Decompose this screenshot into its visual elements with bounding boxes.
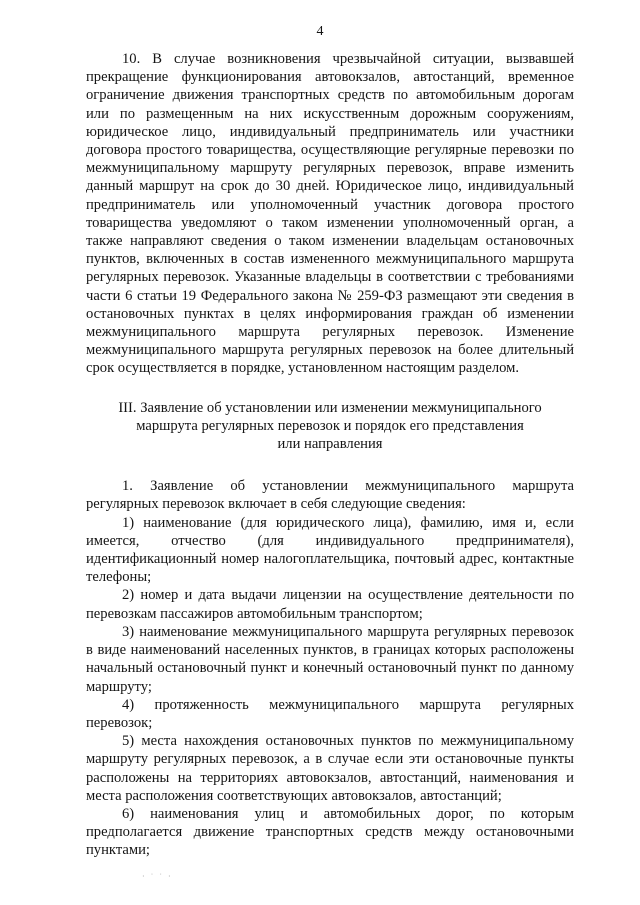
paragraph-10: 10. В случае возникновения чрезвычайной ситуации, вызвавшей прекращение функционирования автовокзалов, автостанций, временное ограничение движения транспортных средств по автомобильным дорогам или по размещенным на них искусственным дорожным сооружениям, юридическое лицо, индивидуальный предприниматель или участники договора простого товарищества, осуществляющие регулярные перевозки по межмуниципальному маршруту регулярных перевозок, вправе изменить данный маршрут на срок до 30 дней. Юридическое лицо, индивидуальный предприниматель или уполномоченный участник договора простого товарищества уведомляют о таком изменении уполномоченный орган, а также направляют сведения о таком изменении владельцам остановочных пунктов, включенных в состав измененного межмуниципального маршрута регулярных перевозок. Указанные владельцы в соответствии с требованиями части 6 статьи 19 Федерального закона № 259-ФЗ размещают эти сведения в остановочных пунктах в целях информирования граждан об изменении межмуниципального маршрута регулярных перевозок. Изменение межмуниципального маршрута регулярных перевозок на более длительный срок осуществляется в порядке, установленном настоящим разделом. — [86, 51, 574, 377]
list-item-2: 2) номер и дата выдачи лицензии на осуществление деятельности по перевозкам пассажиров автомобильным транспортом; — [86, 587, 574, 622]
item-1-intro: 1. Заявление об установлении межмуниципального маршрута регулярных перевозок включает в себя следующие сведения: — [86, 478, 574, 513]
list-item-6: 6) наименования улиц и автомобильных дорог, по которым предполагается движение транспортных средств между остановочными пунктами; — [86, 805, 574, 859]
list-item-5: 5) места нахождения остановочных пунктов по межмуниципальному маршруту регулярных перевозок, а в случае если эти остановочные пункты расположены на территориях автовокзалов, автостанций, наименования и места расположения соответствующих автовокзалов, автостанций; — [86, 733, 574, 804]
list-item-3: 3) наименование межмуниципального маршрута регулярных перевозок в виде наименований населенных пунктов, в границах которых расположены начальный остановочный пункт и конечный остановочный пункт по данному маршруту; — [86, 623, 574, 695]
section-heading-line: или направления — [277, 436, 383, 453]
section-heading — [86, 399, 574, 454]
section-heading-line: маршрута регулярных перевозок и порядок его представления — [136, 417, 524, 434]
list-item-1: 1) наименование (для юридического лица), фамилию, имя и, если имеется, отчество (для индивидуального предпринимателя), идентификационный номер налогоплательщика, почтовый адрес, контактные телефоны; — [86, 514, 574, 586]
page-number: 4 — [316, 24, 324, 39]
list-item-4: 4) протяженность межмуниципального маршрута регулярных перевозок; — [86, 696, 574, 731]
document-body — [86, 50, 574, 860]
section-heading-line: III. Заявление об установлении или изменении межмуниципального — [118, 399, 542, 416]
scan-artifact: · ˙ ˙ · — [142, 872, 173, 881]
